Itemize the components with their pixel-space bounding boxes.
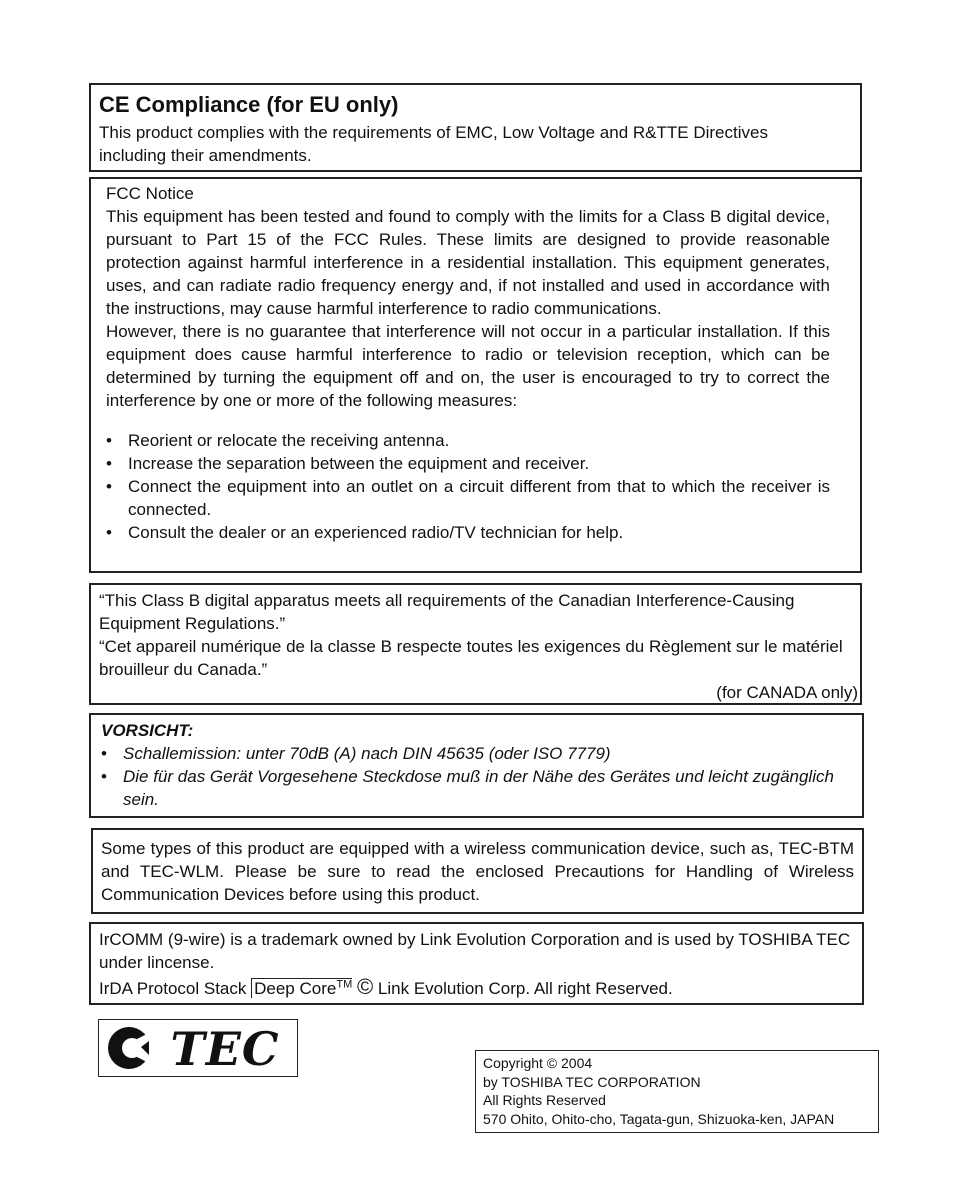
wireless-notice-box	[91, 828, 864, 914]
fcc-measure-text: Increase the separation between the equipment and receiver.	[128, 454, 590, 473]
canada-statement-english: “This Class B digital apparatus meets all requirements of the Canadian Interference-Causing Equipment Regulations.”	[99, 591, 795, 633]
fcc-measure-item	[106, 521, 830, 544]
copyright-line: Copyright © 2004	[483, 1055, 593, 1071]
ircomm-trademark-box	[89, 922, 864, 1005]
fcc-notice-paragraph-2: However, there is no guarantee that interference will not occur in a particular installation. If this equipment does cause harmful interference to radio or television reception, which can be determined by turning the equipment off and on, the user is encouraged to try to correct the interference by one or more of the following measures:	[106, 322, 830, 410]
wireless-notice-text: Some types of this product are equipped with a wireless communication device, such as, TEC-BTM and TEC-WLM. Please be sure to read the enclosed Precautions for Handling of Wireless Communication Devices before using this product.	[101, 839, 854, 904]
fcc-measure-item	[106, 452, 830, 475]
copyright-symbol-icon: ©	[356, 974, 374, 999]
copyright-line: by TOSHIBA TEC CORPORATION	[483, 1073, 701, 1090]
fcc-measure-text: Consult the dealer or an experienced radio/TV technician for help.	[128, 523, 624, 542]
fcc-measure-text: Reorient or relocate the receiving antenna.	[128, 431, 450, 450]
canada-statement-french: “Cet appareil numérique de la classe B respecte toutes les exigences du Règlement sur le matériel brouilleur du Canada.”	[99, 637, 843, 679]
ce-compliance-box	[89, 83, 862, 172]
copyright-box	[475, 1050, 879, 1133]
fcc-measure-item	[106, 429, 830, 452]
toshiba-tec-c-logo-icon	[99, 1020, 296, 1075]
trademark-mark: TM	[336, 978, 353, 991]
ircomm-trademark-text: IrCOMM (9-wire) is a trademark owned by Link Evolution Corporation and is used by TOSHIBA TEC under lincense.	[99, 930, 851, 972]
bullet-icon: •	[101, 767, 107, 786]
vorsicht-item	[101, 765, 852, 811]
ce-compliance-title: CE Compliance (for EU only)	[99, 92, 399, 117]
vorsicht-heading: VORSICHT:	[101, 721, 194, 740]
bullet-icon: •	[106, 454, 112, 473]
fcc-measure-item	[106, 475, 830, 521]
irda-protocol-line	[99, 974, 854, 1000]
vorsicht-item	[101, 742, 852, 765]
toshiba-tec-logo	[98, 1019, 298, 1077]
deep-core-name: Deep Core	[254, 979, 337, 998]
ce-compliance-line-1: This product complies with the requirements of EMC, Low Voltage and R&TTE Directives	[99, 123, 768, 142]
copyright-line: 570 Ohito, Ohito-cho, Tagata-gun, Shizuoka-ken, JAPAN	[483, 1110, 835, 1127]
vorsicht-item-text: Schallemission: unter 70dB (A) nach DIN 45635 (oder ISO 7779)	[123, 744, 611, 763]
logo-tec-text: TEC	[170, 1022, 280, 1075]
vorsicht-item-text: Die für das Gerät Vorgesehene Steckdose muß in der Nähe des Gerätes und leicht zugänglich sein.	[123, 767, 834, 809]
ce-compliance-line-2: including their amendments.	[99, 146, 312, 165]
fcc-measures-list	[106, 429, 830, 544]
fcc-measure-text: Connect the equipment into an outlet on a circuit different from that to which the receiver is connected.	[128, 477, 830, 519]
vorsicht-list	[101, 742, 852, 811]
bullet-icon: •	[106, 431, 112, 450]
copyright-line: All Rights Reserved	[483, 1092, 606, 1108]
vorsicht-box	[89, 713, 864, 818]
bullet-icon: •	[106, 477, 112, 496]
bullet-icon: •	[106, 523, 112, 542]
fcc-notice-paragraph-1: This equipment has been tested and found to comply with the limits for a Class B digital device, pursuant to Part 15 of the FCC Rules. These limits are designed to provide reasonable protection against harmful interference in a residential installation. This equipment generates, uses, and can radiate radio frequency energy and, if not installed and used in accordance with the instructions, may cause harmful interference to radio communications.	[106, 207, 830, 318]
bullet-icon: •	[101, 744, 107, 763]
irda-stack-prefix: IrDA Protocol Stack	[99, 979, 252, 998]
fcc-notice-box	[89, 177, 862, 573]
irda-stack-suffix: Link Evolution Corp. All right Reserved.	[373, 979, 673, 998]
fcc-notice-heading: FCC Notice	[106, 184, 194, 203]
deep-core-name-frame	[251, 978, 352, 998]
canada-notice-box	[89, 583, 862, 705]
canada-only-note: (for CANADA only)	[716, 683, 858, 702]
